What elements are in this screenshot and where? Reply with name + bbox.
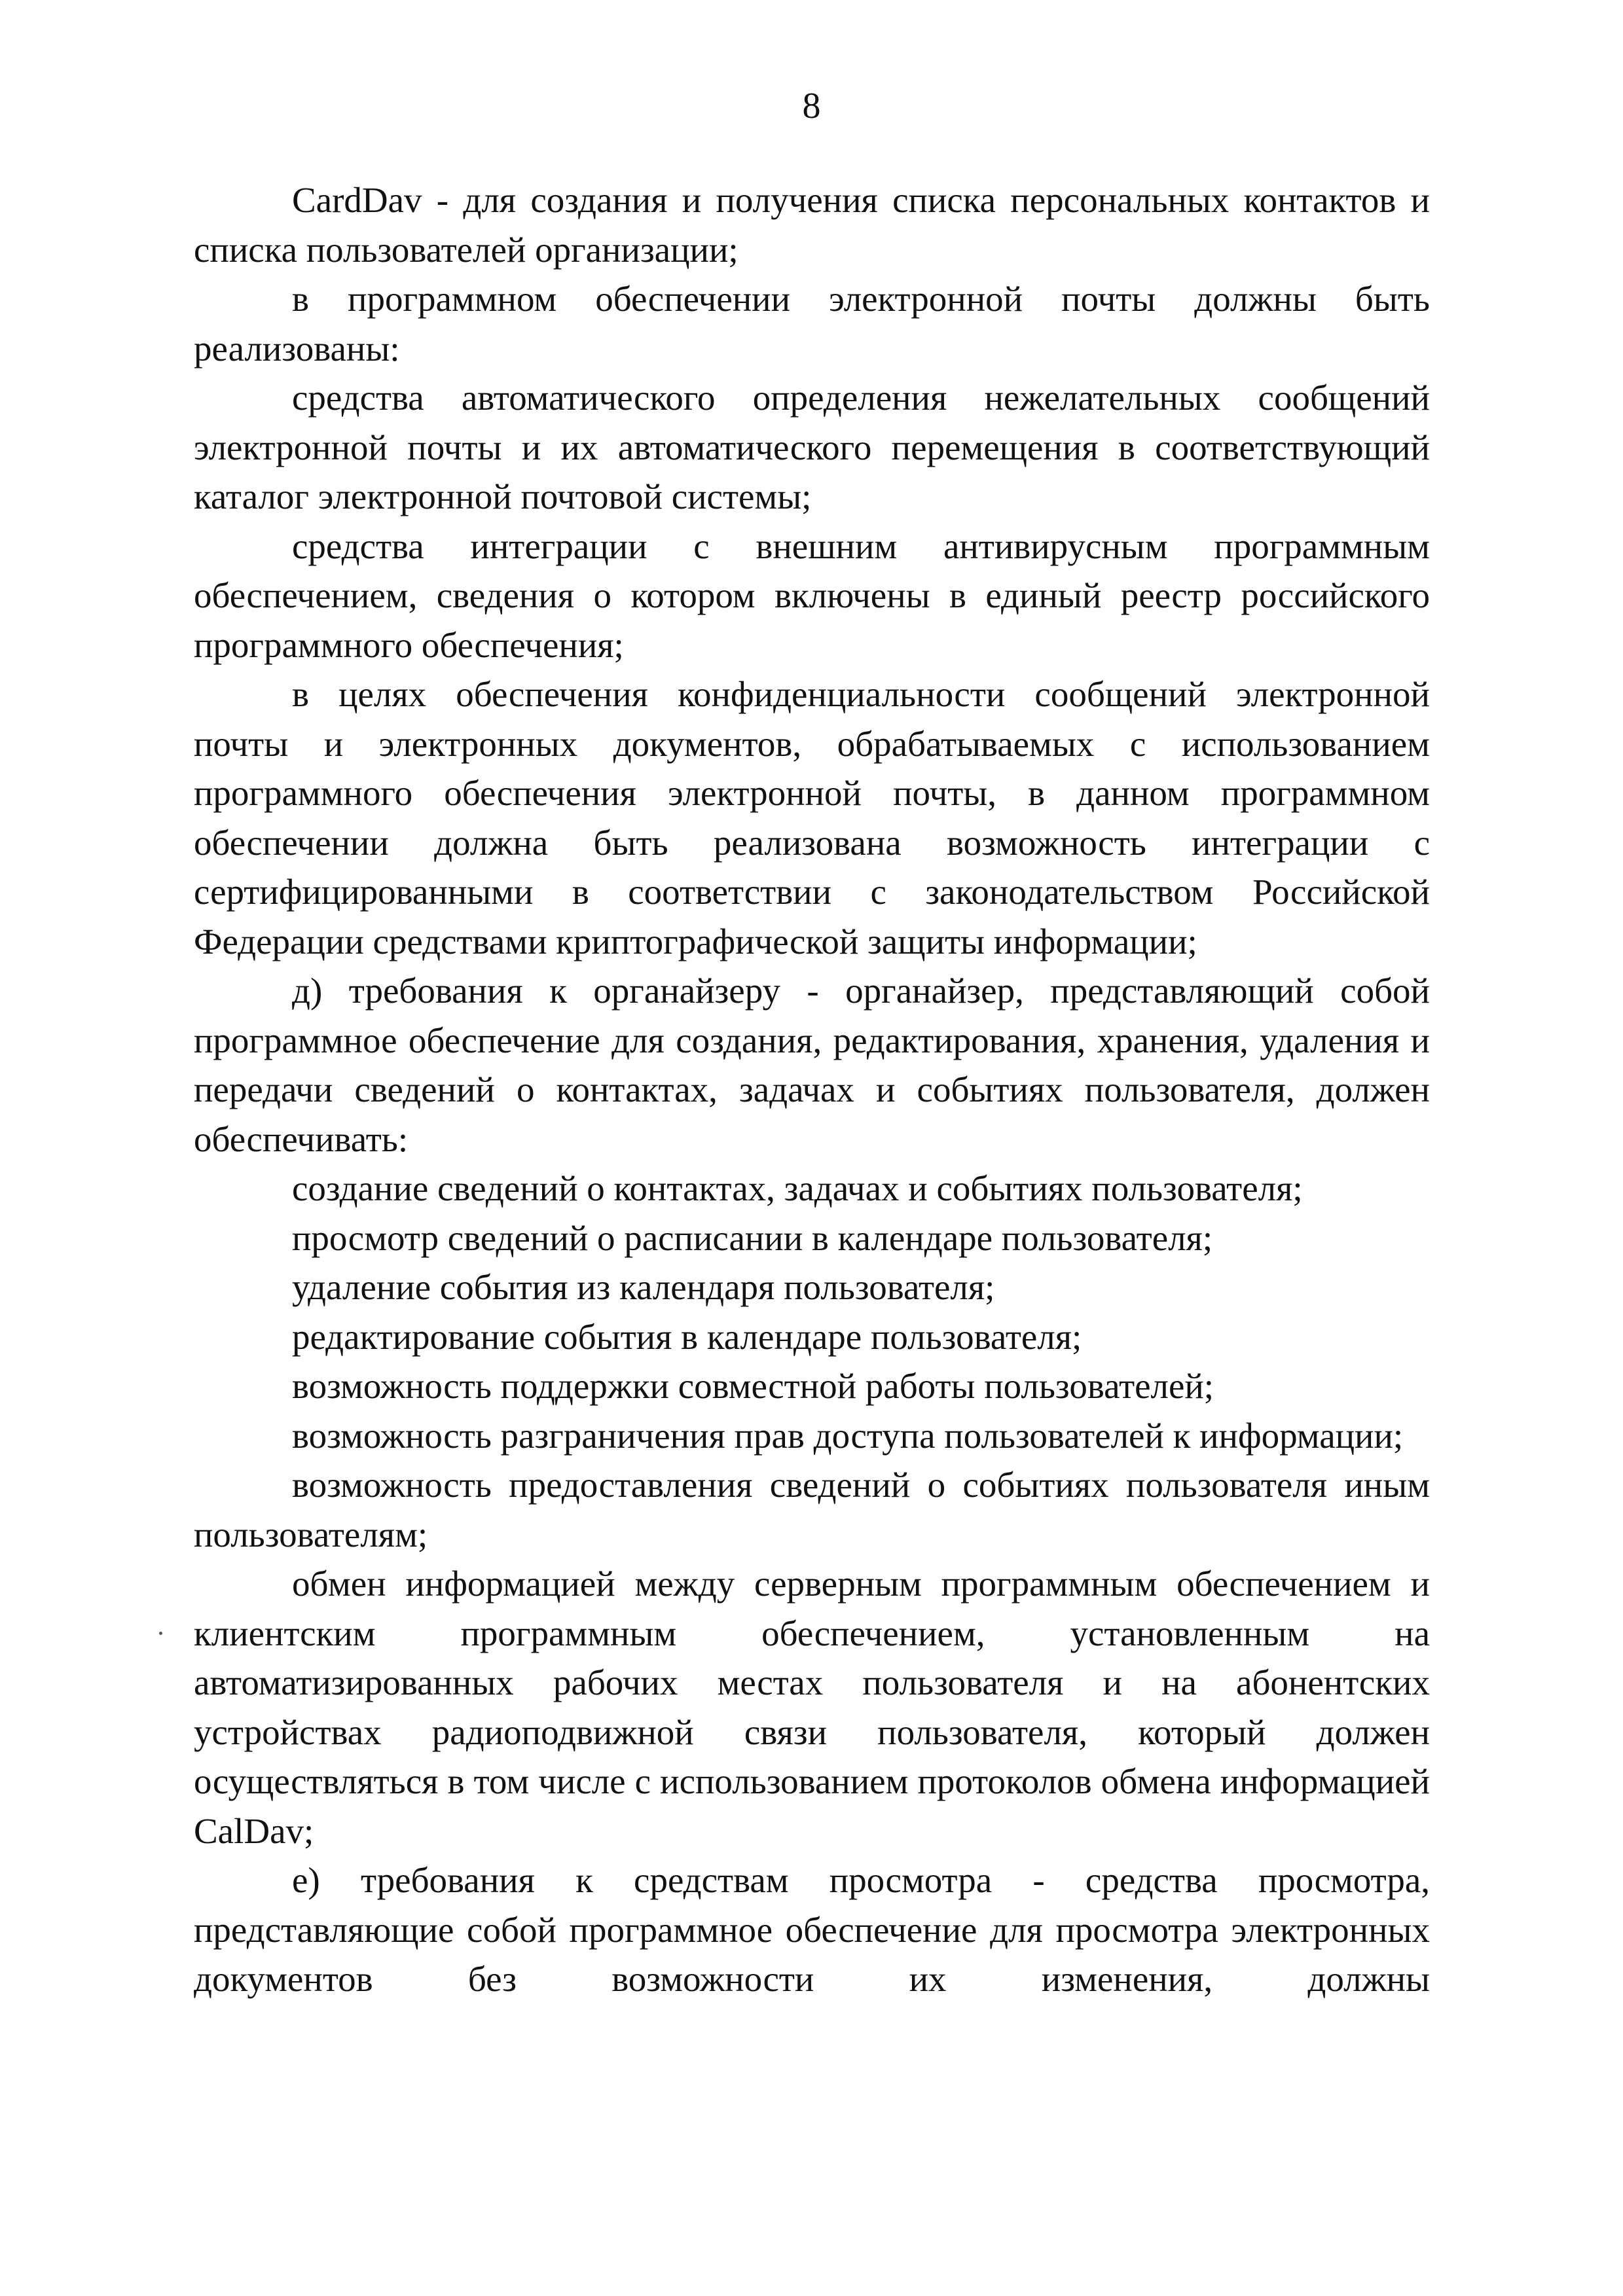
paragraph-email-software-intro: в программном обеспечении электронной почты должны быть реализованы: [194,279,1430,368]
paragraph-spam-detection: средства автоматического определения нежелательных сообщений электронной почты и их автоматического перемещения в соответствующий каталог электронной почтовой системы; [194,378,1430,516]
list-item: возможность поддержки совместной работы пользователей; [292,1366,1214,1406]
list-item: удаление события из календаря пользователя; [292,1267,995,1307]
list-item: редактирование события в календаре пользователя; [292,1316,1082,1357]
paragraph-organizer-requirements: д) требования к органайзеру - органайзер, представляющий собой программное обеспечение для создания, редактирования, хранения, удаления и передачи сведений о контактах, задачах и событиях пользователя, должен обеспечивать: [194,971,1430,1159]
scan-speck [159,1632,162,1635]
list-item: возможность разграничения прав доступа пользователей к информации; [292,1415,1404,1456]
body-text [194,175,1430,2004]
paragraph-carddav: CardDav - для создания и получения списка персональных контактов и списка пользователей организации; [194,180,1430,270]
paragraph-crypto-protection: в целях обеспечения конфиденциальности сообщений электронной почты и электронных документов, обрабатываемых с использованием программного обеспечения электронной почты, в данном программном обеспечении должна быть реализована возможность интеграции с сертифицированными в соответствии с законодательством Российской Федерации средствами криптографической защиты информации; [194,674,1430,961]
list-item: просмотр сведений о расписании в календаре пользователя; [292,1217,1213,1258]
list-item: возможность предоставления сведений о событиях пользователя иным пользователям; [194,1465,1430,1554]
page-number: 8 [802,86,821,126]
paragraph-caldav-exchange: обмен информацией между серверным программным обеспечением и клиентским программным обеспечением, установленным на автоматизированных рабочих местах пользователя и на абонентских устройствах радиоподвижной связи пользователя, который должен осуществляться в том числе с использованием протоколов обмена информацией CalDav; [194,1564,1430,1851]
paragraph-viewer-requirements: е) требования к средствам просмотра - средства просмотра, представляющие собой программное обеспечение для просмотра электронных документов без возможности их изменения, должны [194,1860,1430,1999]
paragraph-antivirus-integration: средства интеграции с внешним антивирусным программным обеспечением, сведения о котором включены в единый реестр российского программного обеспечения; [194,526,1430,665]
list-item: создание сведений о контактах, задачах и событиях пользователя; [292,1168,1303,1208]
